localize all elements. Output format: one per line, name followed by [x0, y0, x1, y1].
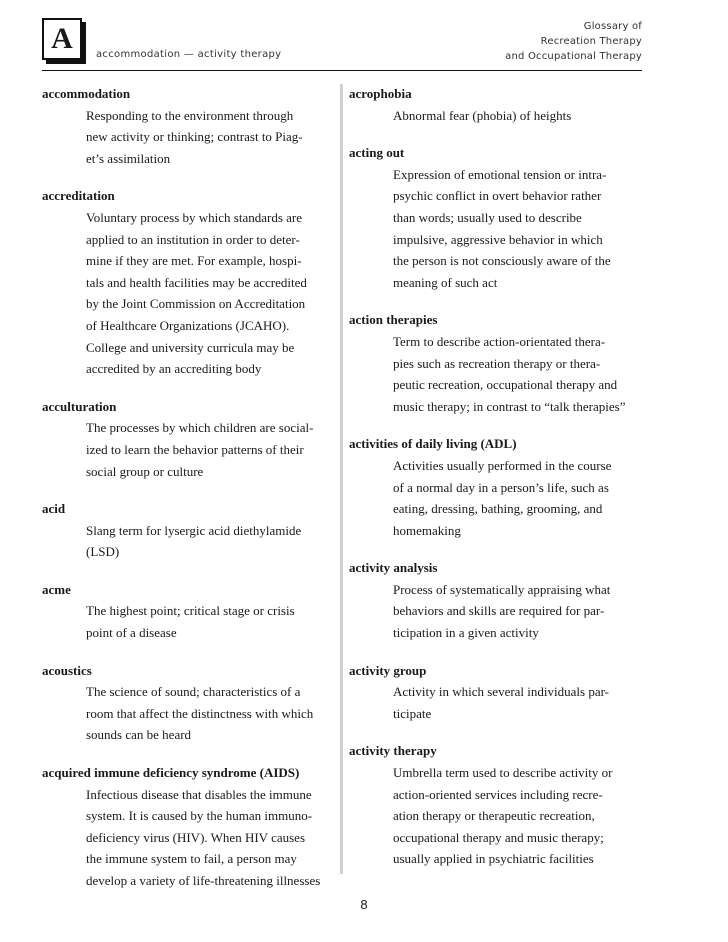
- glossary-entry: [349, 557, 649, 643]
- glossary-definition: [42, 681, 334, 746]
- section-letter-box: [42, 18, 82, 60]
- glossary-entry: [349, 83, 649, 126]
- definition-line: by the Joint Commission on Accreditation: [86, 296, 306, 312]
- right-column: [349, 83, 649, 886]
- definition-line: impulsive, aggressive behavior in which: [393, 231, 603, 247]
- left-column: [42, 83, 334, 908]
- glossary-entry: [349, 309, 649, 417]
- glossary-definition: [42, 417, 334, 482]
- book-title-line: Glossary of: [583, 21, 642, 32]
- definition-line: deficiency virus (HIV). When HIV causes: [86, 829, 306, 845]
- definition-line: Abnormal fear (phobia) of heights: [393, 107, 572, 123]
- definition-line: point of a disease: [86, 625, 177, 641]
- definition-line: (LSD): [86, 544, 120, 560]
- glossary-entry: [42, 498, 334, 563]
- glossary-term: acme: [42, 581, 71, 597]
- definition-line: action-oriented services including recre-: [393, 786, 603, 802]
- definition-line: music therapy; in contrast to “talk therapies”: [393, 398, 626, 414]
- definition-line: et’s assimilation: [86, 150, 171, 166]
- glossary-entry: [349, 142, 649, 293]
- definition-line: Slang term for lysergic acid diethylamide: [86, 522, 302, 538]
- definition-line: Term to describe action-orientated thera-: [393, 333, 606, 349]
- glossary-term: acquired immune deficiency syndrome (AIDS): [42, 765, 300, 781]
- definition-line: usually applied in psychiatric facilities: [393, 851, 594, 867]
- definition-line: peutic recreation, occupational therapy and: [393, 377, 618, 393]
- definition-line: tals and health facilities may be accredited: [86, 274, 307, 290]
- definition-line: Activity in which several individuals par-: [393, 684, 609, 700]
- glossary-definition: [349, 681, 649, 724]
- book-title-line: Recreation Therapy: [540, 36, 642, 47]
- glossary-term: accreditation: [42, 188, 115, 204]
- book-title: [505, 19, 642, 64]
- glossary-entry: [42, 579, 334, 644]
- definition-line: room that affect the distinctness with which: [86, 705, 314, 721]
- definition-line: homemaking: [393, 522, 461, 538]
- glossary-definition: [349, 579, 649, 644]
- glossary-entry: [349, 660, 649, 725]
- definition-line: mine if they are met. For example, hospi-: [86, 253, 302, 269]
- definition-line: Responding to the environment through: [86, 107, 294, 123]
- glossary-definition: [42, 105, 334, 170]
- definition-line: of a normal day in a person’s life, such as: [393, 479, 609, 495]
- definition-line: Activities usually performed in the course: [393, 457, 612, 473]
- definition-line: meaning of such act: [393, 274, 498, 290]
- definition-line: the immune system to fail, a person may: [86, 851, 297, 867]
- definition-line: ticipation in a given activity: [393, 625, 539, 641]
- glossary-entry: [42, 83, 334, 169]
- definition-line: ation therapy or therapeutic recreation,: [393, 808, 595, 824]
- definition-line: behaviors and skills are required for par-: [393, 603, 605, 619]
- definition-line: of Healthcare Organizations (JCAHO).: [86, 317, 290, 333]
- glossary-term: activities of daily living (ADL): [349, 436, 517, 452]
- glossary-entry: [349, 433, 649, 541]
- definition-line: new activity or thinking; contrast to Piag-: [86, 129, 303, 145]
- definition-line: develop a variety of life-threatening illnesses: [86, 873, 321, 888]
- glossary-term: acid: [42, 501, 66, 517]
- definition-line: Infectious disease that disables the immune: [86, 786, 312, 802]
- book-title-line: and Occupational Therapy: [505, 51, 642, 62]
- definition-line: ticipate: [393, 705, 432, 721]
- definition-line: psychic conflict in overt behavior rather: [393, 188, 602, 204]
- glossary-definition: [349, 455, 649, 541]
- definition-line: Umbrella term used to describe activity or: [393, 765, 613, 781]
- glossary-entry: [42, 185, 334, 379]
- glossary-term: activity group: [349, 662, 427, 678]
- definition-line: The science of sound; characteristics of a: [86, 684, 301, 700]
- definition-line: ized to learn the behavior patterns of their: [86, 441, 304, 457]
- glossary-definition: [42, 784, 334, 892]
- definition-line: than words; usually used to describe: [393, 209, 582, 225]
- definition-line: accredited by an accrediting body: [86, 361, 262, 377]
- definition-line: Process of systematically appraising what: [393, 581, 611, 597]
- definition-line: Voluntary process by which standards are: [86, 209, 303, 225]
- glossary-term: activity analysis: [349, 560, 438, 576]
- definition-line: system. It is caused by the human immuno-: [86, 808, 313, 824]
- definition-line: The highest point; critical stage or crisis: [86, 603, 295, 619]
- glossary-term: activity therapy: [349, 743, 437, 759]
- definition-line: occupational therapy and music therapy;: [393, 829, 604, 845]
- definition-line: eating, dressing, bathing, grooming, and: [393, 501, 603, 517]
- definition-line: The processes by which children are social-: [86, 420, 314, 436]
- running-head: accommodation — activity therapy: [96, 49, 282, 60]
- definition-line: applied to an institution in order to deter-: [86, 231, 300, 247]
- glossary-definition: [42, 520, 334, 563]
- glossary-definition: [349, 762, 649, 870]
- glossary-term: acting out: [349, 145, 405, 161]
- section-letter: A: [51, 22, 73, 55]
- definition-line: Expression of emotional tension or intra-: [393, 166, 607, 182]
- glossary-definition: [42, 207, 334, 380]
- definition-line: sounds can be heard: [86, 727, 192, 743]
- glossary-definition: [349, 164, 649, 294]
- definition-line: College and university curricula may be: [86, 339, 295, 355]
- glossary-entry: [42, 396, 334, 482]
- glossary-definition: [42, 600, 334, 643]
- glossary-term: acculturation: [42, 398, 117, 414]
- header-rule: [42, 70, 642, 71]
- glossary-entry: [349, 740, 649, 870]
- glossary-entry: [42, 660, 334, 746]
- glossary-term: acoustics: [42, 662, 92, 678]
- definition-line: social group or culture: [86, 463, 204, 479]
- glossary-entry: [42, 762, 334, 892]
- glossary-term: action therapies: [349, 312, 438, 328]
- glossary-term: accommodation: [42, 86, 131, 101]
- column-divider: [340, 84, 343, 874]
- glossary-definition: [349, 331, 649, 417]
- page-number: 8: [360, 897, 368, 912]
- definition-line: pies such as recreation therapy or thera-: [393, 355, 601, 371]
- definition-line: the person is not consciously aware of the: [393, 253, 611, 269]
- glossary-definition: [349, 105, 649, 127]
- glossary-term: acrophobia: [349, 86, 412, 101]
